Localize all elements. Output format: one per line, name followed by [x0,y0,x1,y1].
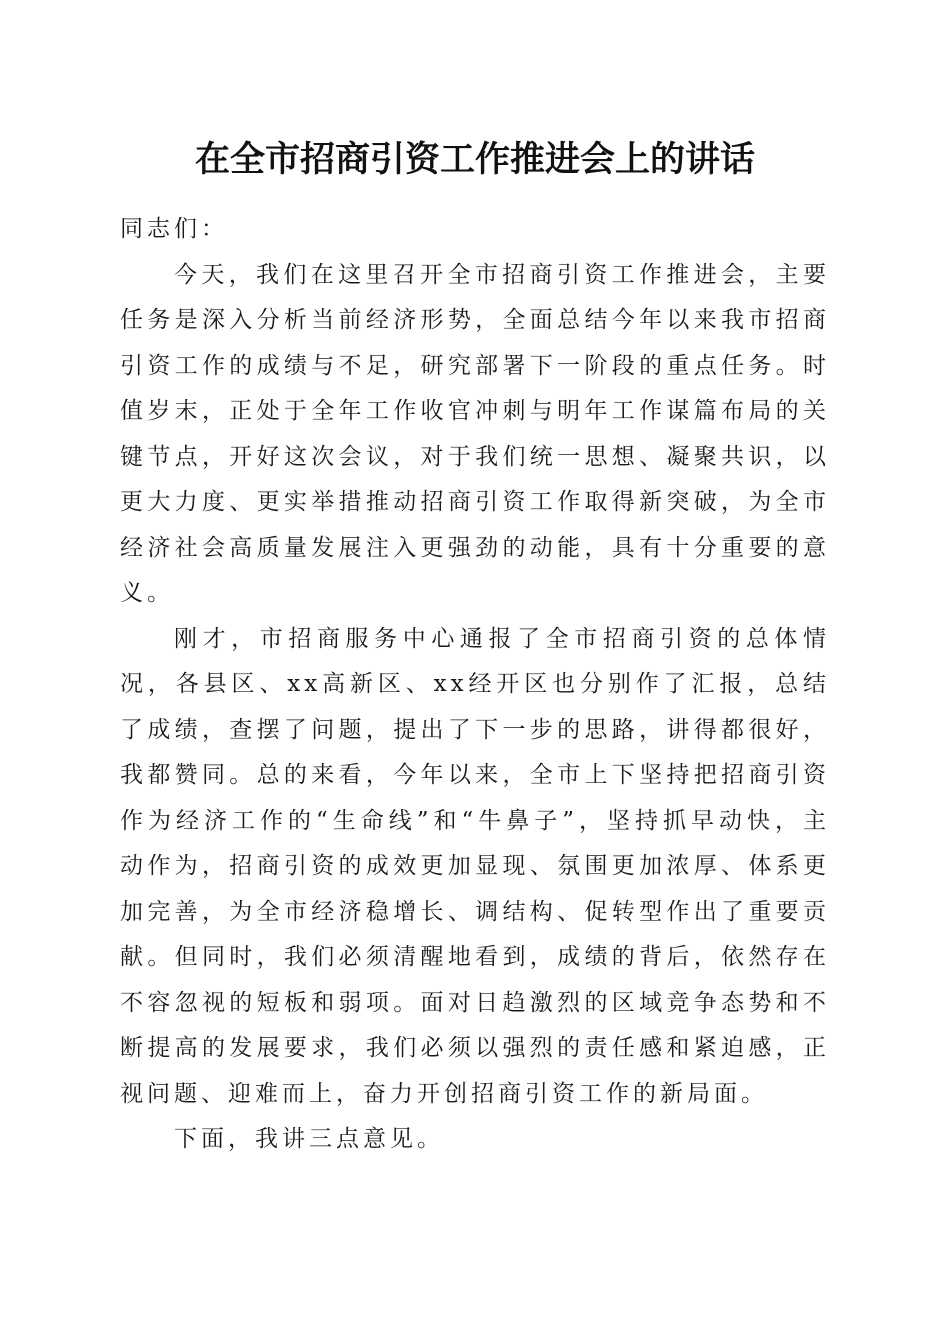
document-body [120,207,830,1163]
paragraph-transition: 下面，我讲三点意见。 [174,1126,444,1152]
salutation: 同志们： [120,216,228,242]
paragraph-review: 刚才，市招商服务中心通报了全市招商引资的总体情况，各县区、xx高新区、xx经开区也分别作了汇报，总结了成绩，查摆了问题，提出了下一步的思路，讲得都很好，我都赞同。总的来看，今年以来，全市上下坚持把招商引资作为经济工作的“生命线”和“牛鼻子”，坚持抓早动快，主动作为，招商引资的成效更加显现、氛围更加浓厚、体系更加完善，为全市经济稳增长、调结构、促转型作出了重要贡献。但同时，我们必须清醒地看到，成绩的背后，依然存在不容忽视的短板和弱项。面对日趋激烈的区域竞争态势和不断提高的发展要求，我们必须以强烈的责任感和紧迫感，正视问题、迎难而上，奋力开创招商引资工作的新局面。 [120,625,830,1107]
document-title: 在全市招商引资工作推进会上的讲话 [194,139,755,180]
paragraph-opening: 今天，我们在这里召开全市招商引资工作推进会，主要任务是深入分析当前经济形势，全面总结今年以来我市招商引资工作的成绩与不足，研究部署下一阶段的重点任务。时值岁末，正处于全年工作收官冲刺与明年工作谋篇布局的关键节点，开好这次会议，对于我们统一思想、凝聚共识，以更大力度、更实举措推动招商引资工作取得新突破，为全市经济社会高质量发展注入更强劲的动能，具有十分重要的意义。 [120,261,830,606]
